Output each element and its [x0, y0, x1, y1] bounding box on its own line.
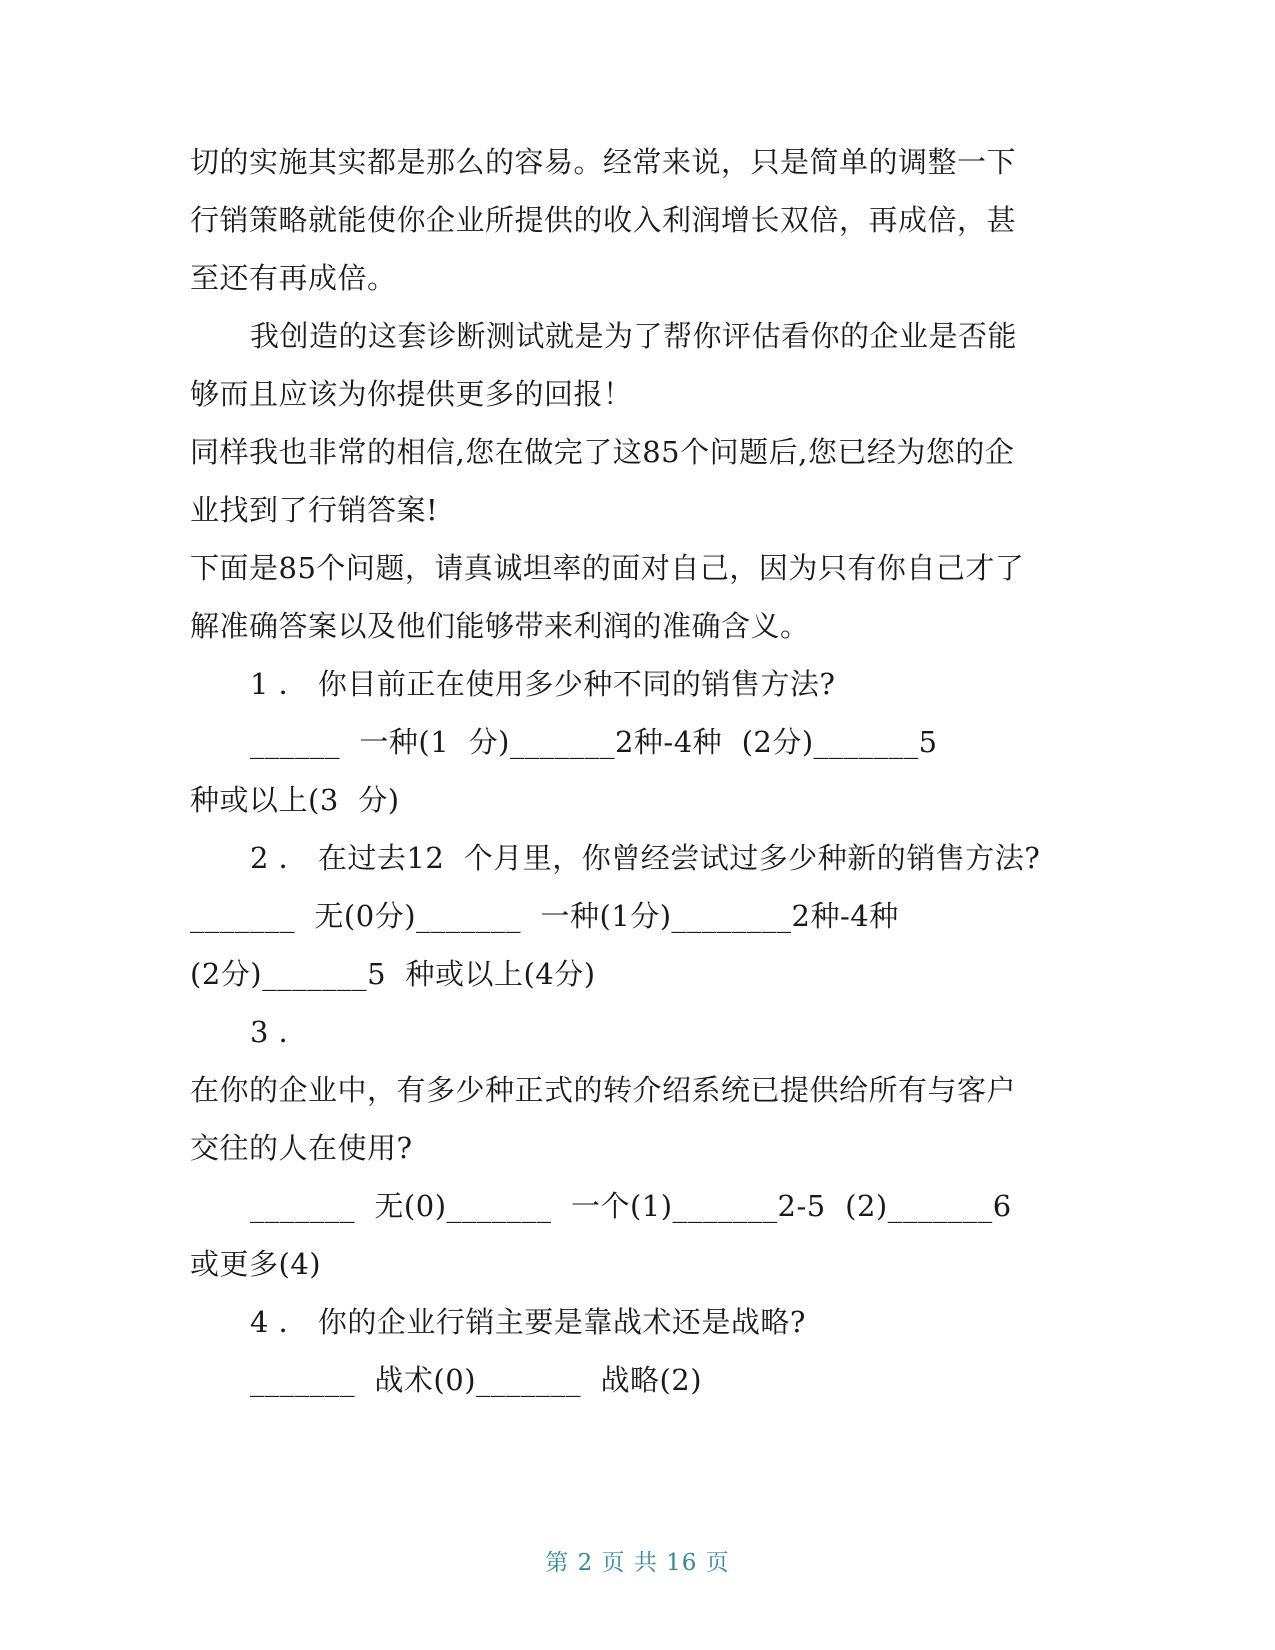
question-4-options: _______ 战术(0)_______ 战略(2) [250, 1363, 703, 1397]
paragraph-line: 够而且应该为你提供更多的回报！ [190, 377, 633, 411]
question-4: 4 ． 你的企业行销主要是靠战术还是战略? [250, 1305, 806, 1339]
question-3-options-cont: 或更多(4) [190, 1247, 322, 1281]
question-3-number: 3 ． [250, 1015, 309, 1049]
paragraph-line: 解准确答案以及他们能够带来利润的准确含义。 [190, 609, 810, 643]
paragraph-line: 至还有再成倍。 [190, 261, 397, 295]
paragraph-line: 下面是85个问题，请真诚坦率的面对自己，因为只有你自己才了 [190, 551, 1025, 585]
question-2: 2 ． 在过去12 个月里，你曾经尝试过多少种新的销售方法? [250, 841, 1041, 875]
page-footer: 第 2 页 共 16 页 [545, 1550, 730, 1576]
question-3-cont: 交往的人在使用? [190, 1131, 413, 1165]
paragraph-line: 行销策略就能使你企业所提供的收入利润增长双倍，再成倍，甚 [190, 203, 1017, 237]
paragraph-line: 同样我也非常的相信,您在做完了这85个问题后,您已经为您的企 [190, 435, 1015, 469]
question-3-options: _______ 无(0)_______ 一个(1)_______2-5 (2)_______6 [250, 1189, 1012, 1223]
question-2-options-cont: (2分)_______5 种或以上(4分) [190, 957, 596, 991]
question-1-options-cont: 种或以上(3 分) [190, 783, 400, 817]
question-2-options: _______ 无(0分)_______ 一种(1分)________2种-4种 [190, 899, 899, 933]
question-3: 在你的企业中，有多少种正式的转介绍系统已提供给所有与客户 [190, 1073, 1017, 1107]
question-1-options: ______ 一种(1 分)_______2种-4种 (2分)_______5 [250, 725, 938, 759]
paragraph-line: 我创造的这套诊断测试就是为了帮你评估看你的企业是否能 [250, 319, 1018, 353]
paragraph-line: 业找到了行销答案! [190, 493, 439, 527]
question-1: 1 ． 你目前正在使用多少种不同的销售方法? [250, 667, 836, 701]
paragraph-line: 切的实施其实都是那么的容易。经常来说，只是简单的调整一下 [190, 145, 1017, 179]
